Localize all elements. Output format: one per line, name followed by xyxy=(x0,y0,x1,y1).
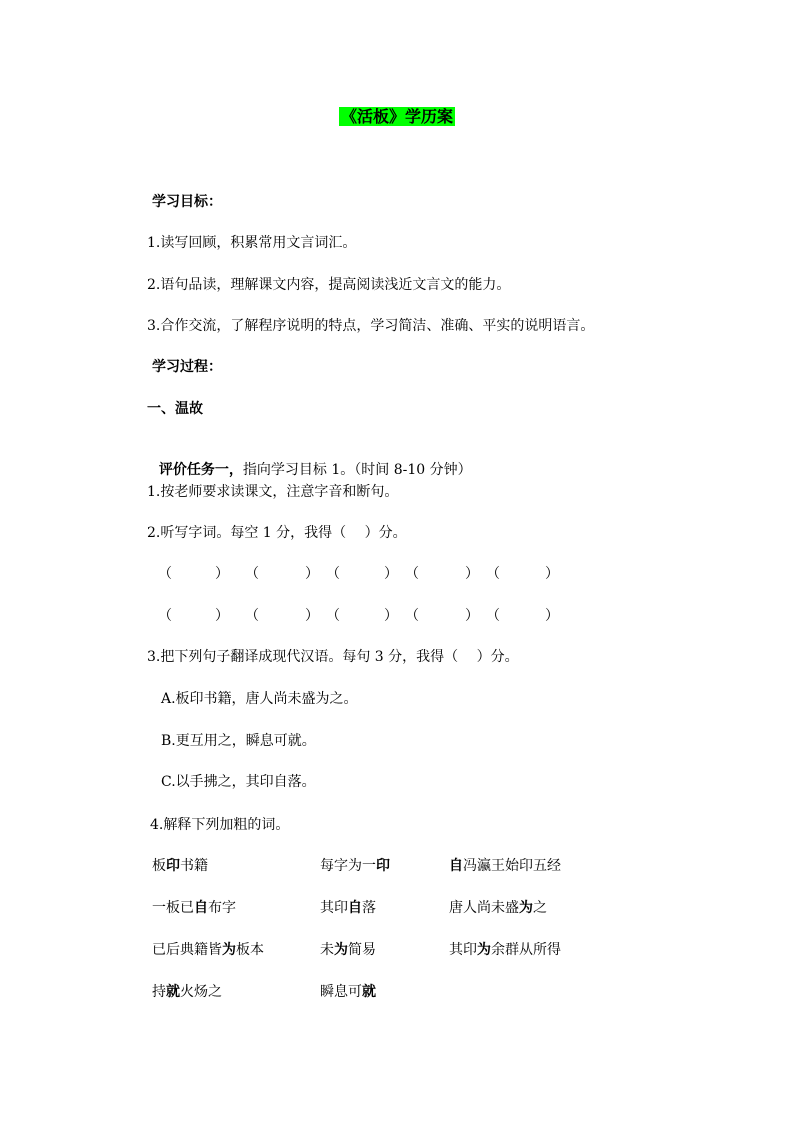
task1-label: 评价任务一， xyxy=(158,462,243,478)
word-item: 瞬息可就 xyxy=(320,984,376,1000)
blank-open: （ xyxy=(245,608,259,624)
blank-open: （ xyxy=(326,566,340,582)
word-item: 一板已自布字 xyxy=(152,900,236,916)
objective-item-2: 2.语句品读，理解课文内容，提高阅读浅近文言文的能力。 xyxy=(147,277,511,293)
word-item: 唐人尚未盛为之 xyxy=(449,900,547,916)
blank-close: ） xyxy=(215,566,229,582)
sentence-c: C.以手拂之，其印自落。 xyxy=(161,774,316,790)
question-4: 4.解释下列加粗的词。 xyxy=(150,817,290,833)
blank-close: ） xyxy=(305,566,319,582)
blank-open: （ xyxy=(486,566,500,582)
blank-open: （ xyxy=(158,608,172,624)
objectives-heading: 学习目标： xyxy=(152,194,222,210)
task1-line xyxy=(150,440,472,480)
word-item: 其印自落 xyxy=(320,900,376,916)
blank-close: ） xyxy=(465,566,479,582)
document-title xyxy=(0,106,794,128)
blank-open: （ xyxy=(486,608,500,624)
word-item: 板印书籍 xyxy=(152,858,208,874)
sentence-a: A.板印书籍，唐人尚未盛为之。 xyxy=(161,691,358,707)
blank-close: ） xyxy=(545,566,559,582)
question-1: 1.按老师要求读课文，注意字音和断句。 xyxy=(147,484,399,500)
word-item: 已后典籍皆为板本 xyxy=(152,942,264,958)
blank-close: ） xyxy=(305,608,319,624)
title-text: 《活板》学历案 xyxy=(340,107,453,126)
blank-close: ） xyxy=(384,608,398,624)
blank-open: （ xyxy=(405,566,419,582)
blank-open: （ xyxy=(326,608,340,624)
word-item: 每字为一印 xyxy=(320,858,390,874)
sentence-b: B.更互用之，瞬息可就。 xyxy=(161,733,316,749)
blank-close: ） xyxy=(215,608,229,624)
question-3: 3.把下列句子翻译成现代汉语。每句 3 分，我得（ ）分。 xyxy=(147,649,519,665)
blank-open: （ xyxy=(158,566,172,582)
blank-open: （ xyxy=(405,608,419,624)
word-item: 未为简易 xyxy=(320,942,376,958)
word-item: 自冯瀛王始印五经 xyxy=(449,858,561,874)
blank-open: （ xyxy=(245,566,259,582)
word-item: 持就火炀之 xyxy=(152,984,222,1000)
blank-close: ） xyxy=(545,608,559,624)
question-2: 2.听写字词。每空 1 分，我得（ ）分。 xyxy=(147,525,407,541)
word-item: 其印为余群从所得 xyxy=(449,942,561,958)
objective-item-3: 3.合作交流，了解程序说明的特点，学习简洁、准确、平实的说明语言。 xyxy=(147,318,595,334)
blank-close: ） xyxy=(384,566,398,582)
task1-text: 指向学习目标 1。（时间 8-10 分钟） xyxy=(242,462,472,478)
process-heading: 学习过程： xyxy=(152,359,222,375)
objective-item-1: 1.读写回顾，积累常用文言词汇。 xyxy=(147,235,357,251)
section-warmup: 一、温故 xyxy=(147,401,203,417)
blank-close: ） xyxy=(465,608,479,624)
